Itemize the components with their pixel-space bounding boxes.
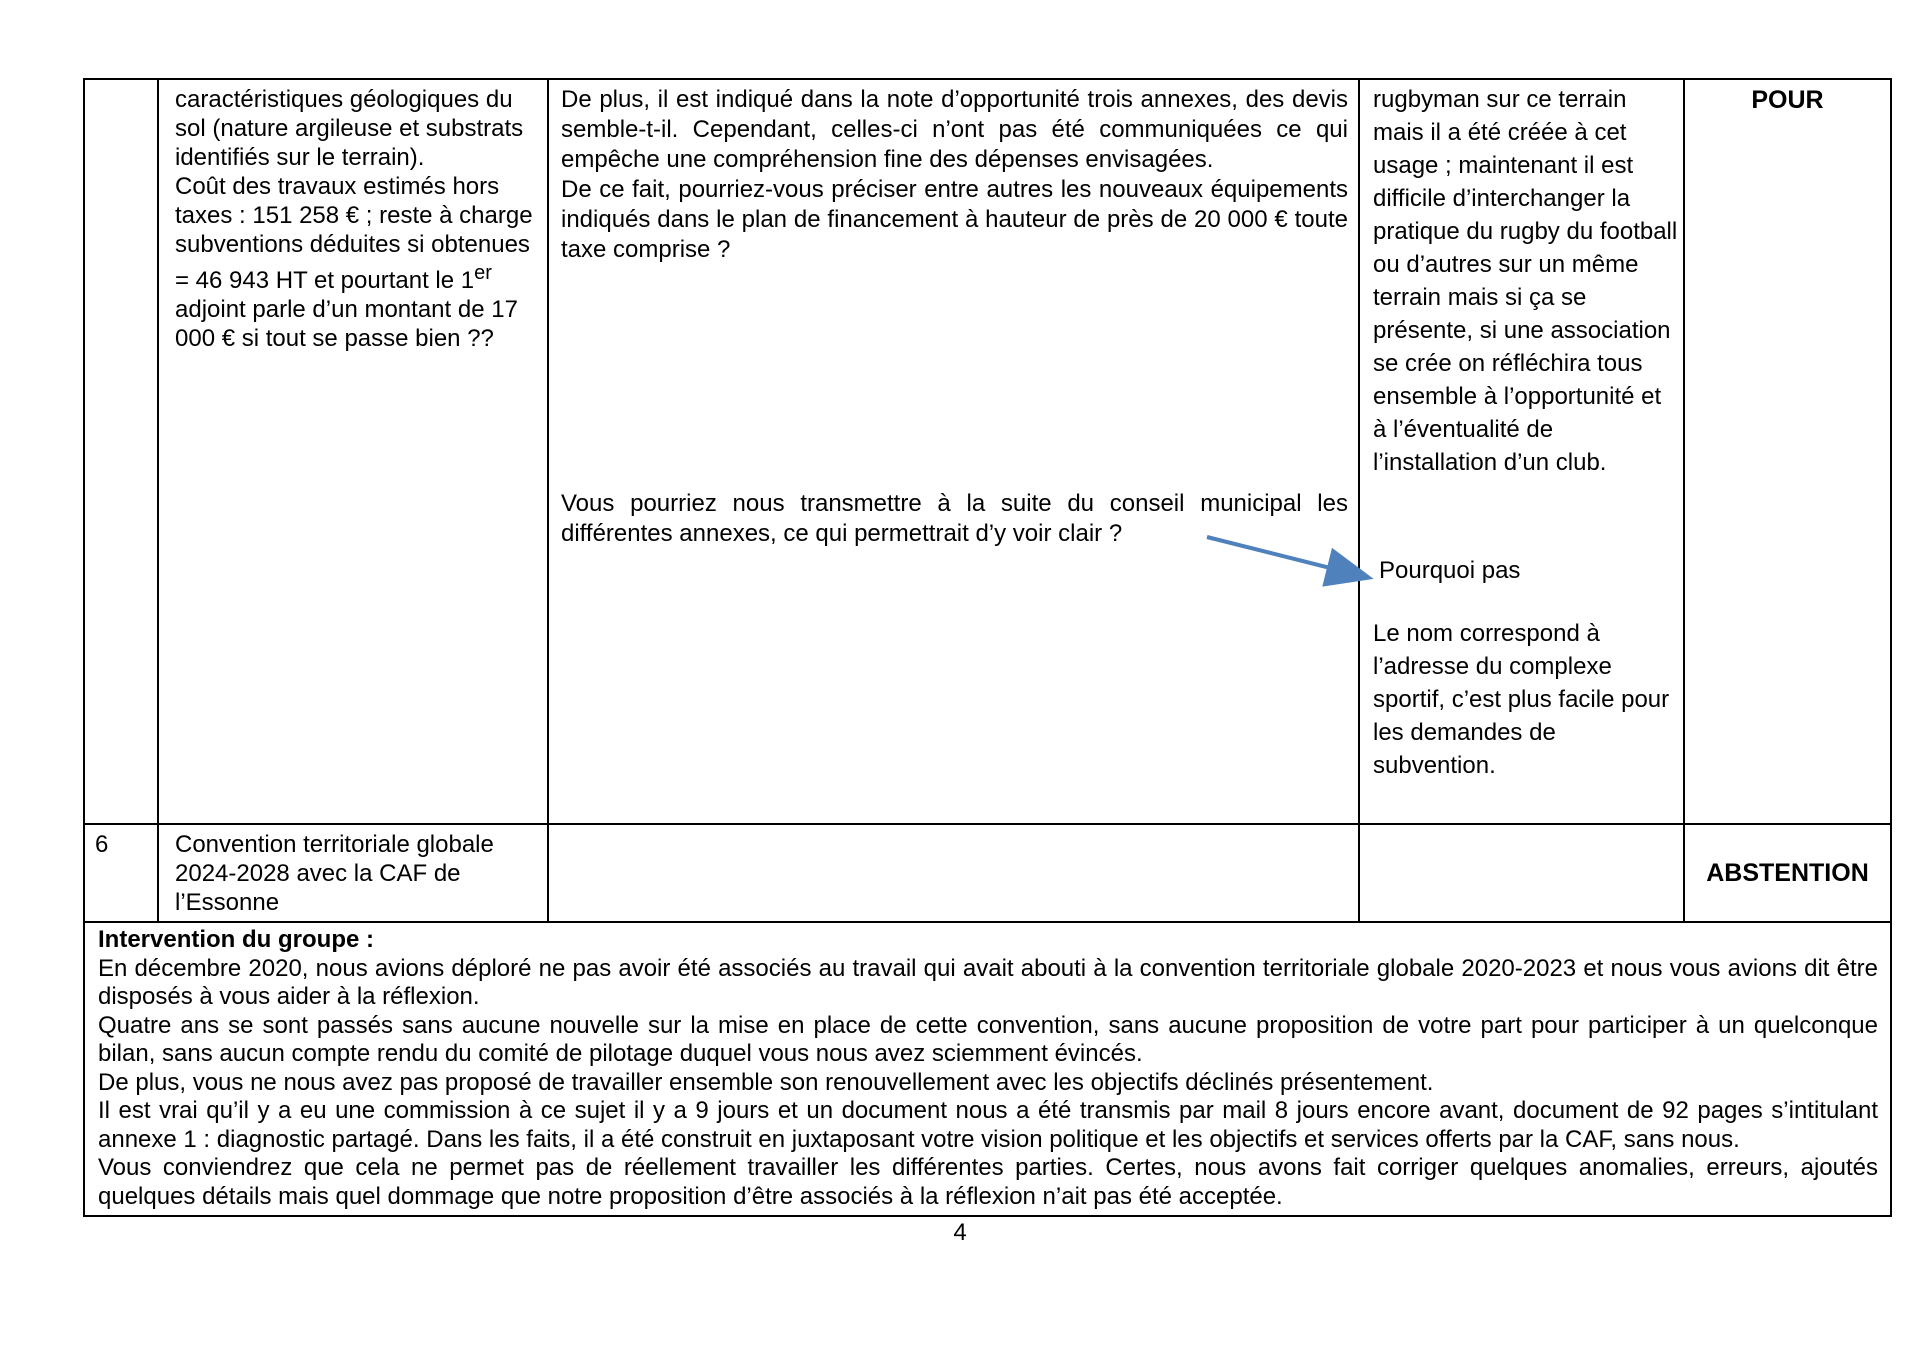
answer-paragraph: Le nom correspond à l’adresse du complexe sportif, c’est plus facile pour les demandes de subvention. — [1373, 620, 1670, 779]
cell-question-empty — [548, 824, 1359, 922]
page-number: 4 — [953, 1219, 967, 1246]
table-row-continuation — [84, 79, 1891, 824]
vote-label: POUR — [1751, 86, 1824, 114]
cell-vote — [1684, 79, 1891, 824]
vote-label: ABSTENTION — [1706, 858, 1869, 887]
cell-question — [548, 79, 1359, 824]
cell-answer — [1359, 79, 1684, 824]
intervention-paragraph: De plus, vous ne nous avez pas proposé de travailler ensemble son renouvellement avec les objectifs déclinés présentement. — [98, 1068, 1434, 1096]
intervention-paragraph: En décembre 2020, nous avions déploré ne pas avoir été associés au travail qui avait abouti à la convention territoriale globale 2020-2023 et nous vous avions dit être disposés à vous aider à la réflexion. — [98, 954, 1878, 1010]
answer-note: Pourquoi pas — [1379, 557, 1521, 584]
question-paragraph: Vous pourriez nous transmettre à la suite du conseil municipal les différentes annexes, ce qui permettrait d’y voir clair ? — [561, 490, 1348, 547]
topic-cost-pre: Coût des travaux estimés hors taxes : 151 258 € ; reste à charge subventions déduites si obtenues = 46 943 HT et pourtant le 1 — [175, 173, 533, 294]
cell-topic — [158, 824, 548, 922]
topic-cost-text — [175, 172, 539, 353]
cell-item-number — [84, 79, 158, 824]
question-paragraph: De ce fait, pourriez-vous préciser entre autres les nouveaux équipements indiqués dans le plan de financement à hauteur de près de 20 000 € toute taxe comprise ? — [561, 176, 1348, 263]
cell-intervention — [84, 922, 1891, 1216]
item-number: 6 — [95, 831, 109, 858]
topic-cost-post: adjoint parle d’un montant de 17 000 € si tout se passe bien ?? — [175, 296, 518, 352]
cell-topic — [158, 79, 548, 824]
ordinal-superscript: er — [474, 262, 492, 284]
table-row-item-6 — [84, 824, 1891, 922]
answer-paragraph: rugbyman sur ce terrain mais il a été créée à cet usage ; maintenant il est difficile d’interchanger la pratique du rugby du football ou d’autres sur un même terrain mais si ça se présente, si une association se crée on réfléchira tous ensemble à l’opportunité et à l’éventualité de l’installation d’un club. — [1373, 86, 1678, 476]
intervention-title: Intervention du groupe : — [98, 926, 374, 953]
topic-text: Convention territoriale globale 2024-2028 avec la CAF de l’Essonne — [175, 831, 494, 916]
cell-item-number — [84, 824, 158, 922]
intervention-paragraph: Quatre ans se sont passés sans aucune nouvelle sur la mise en place de cette convention, sans aucune proposition de votre part pour participer à un quelconque bilan, sans aucun compte rendu du comité de pilotage duquel vous nous avez sciemment évincés. — [98, 1011, 1878, 1067]
cell-answer-empty — [1359, 824, 1684, 922]
cell-vote — [1684, 824, 1891, 922]
table-row-intervention — [84, 922, 1891, 1216]
minutes-table — [83, 78, 1892, 1217]
topic-text: caractéristiques géologiques du sol (nature argileuse et substrats identifiés sur le terrain). — [175, 86, 524, 171]
intervention-paragraph: Il est vrai qu’il y a eu une commission à ce sujet il y a 9 jours et un document nous a été transmis par mail 8 jours encore avant, document de 92 pages s’intitulant annexe 1 : diagnostic partagé. Dans les faits, il a été construit en juxtaposant votre vision politique et les objectifs et services offerts par la CAF, sans nous. — [98, 1097, 1878, 1153]
question-paragraph: De plus, il est indiqué dans la note d’opportunité trois annexes, des devis semble-t-il. Cependant, celles-ci n’ont pas été communiquées ce qui empêche une compréhension fine des dépenses envisagées. — [561, 86, 1348, 173]
intervention-paragraph: Vous conviendrez que cela ne permet pas de réellement travailler les différentes parties. Certes, nous avons fait corriger quelques anomalies, erreurs, ajoutés quelques détails mais quel dommage que notre proposition d’être associés à la réflexion n’ait pas été acceptée. — [98, 1154, 1878, 1210]
